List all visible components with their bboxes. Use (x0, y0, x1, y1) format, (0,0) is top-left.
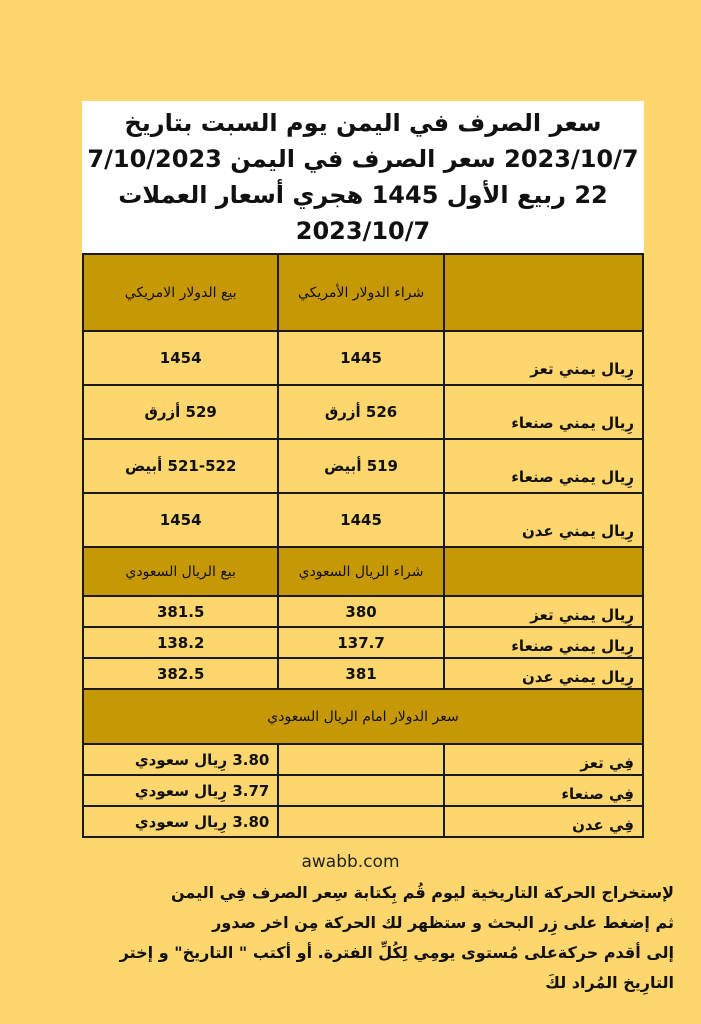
title-line-4: 2023/10/7 (295, 217, 431, 245)
title-line-1: سعر الصرف في اليمن يوم السبت بتاريخ (124, 109, 602, 137)
usd-sell-value: 521-522 أبيض (83, 439, 278, 493)
exchange-rate-table (82, 253, 644, 838)
row-label: رِيال يمني صنعاء (444, 439, 643, 493)
usd-buy-header: شراء الدولار الأمريكي (278, 254, 443, 331)
sar-buy-header: شراء الريال السعودي (278, 547, 443, 596)
table-row (83, 439, 643, 493)
empty-cell (278, 806, 443, 837)
usd-sell-value: 1454 (83, 493, 278, 547)
table-row (83, 775, 643, 806)
site-url[interactable]: awabb.com (301, 852, 400, 872)
sar-sell-value: 138.2 (83, 627, 278, 658)
instructions-text (34, 878, 674, 998)
row-label: فِي عدن (444, 806, 643, 837)
usd-header-row (83, 254, 643, 331)
usd-sar-value: 3.77 رِيال سعودي (83, 775, 278, 806)
row-label: رِيال يمني صنعاء (444, 385, 643, 439)
row-label: رِيال يمني صنعاء (444, 627, 643, 658)
sar-sell-value: 382.5 (83, 658, 278, 689)
title-line-3: 22 ربيع الأول 1445 هجري أسعار العملات (118, 181, 608, 209)
table-row (83, 806, 643, 837)
sar-header-row (83, 547, 643, 596)
table-row (83, 331, 643, 385)
table-row (83, 744, 643, 775)
sar-buy-value: 137.7 (278, 627, 443, 658)
usd-buy-value: 1445 (278, 493, 443, 547)
usd-sar-value: 3.80 رِيال سعودي (83, 806, 278, 837)
usd-sar-value: 3.80 رِيال سعودي (83, 744, 278, 775)
empty-cell (278, 775, 443, 806)
row-label: رِيال يمني تعز (444, 331, 643, 385)
row-label: فِي تعز (444, 744, 643, 775)
usd-sar-header: سعر الدولار امام الريال السعودي (83, 689, 643, 744)
sar-sell-value: 381.5 (83, 596, 278, 627)
usd-header-empty (444, 254, 643, 331)
page-title (82, 101, 644, 253)
sar-buy-value: 380 (278, 596, 443, 627)
sar-sell-header: بيع الريال السعودي (83, 547, 278, 596)
table-row (83, 658, 643, 689)
title-line-2: 2023/10/7 سعر الصرف في اليمن 7/10/2023 (87, 145, 639, 173)
usd-buy-value: 526 أزرق (278, 385, 443, 439)
row-label: رِيال يمني تعز (444, 596, 643, 627)
usd-sell-value: 1454 (83, 331, 278, 385)
table-row (83, 385, 643, 439)
row-label: رِيال يمني عدن (444, 658, 643, 689)
usd-sell-header: بيع الدولار الامريكي (83, 254, 278, 331)
usd-buy-value: 519 أبيض (278, 439, 443, 493)
row-label: رِيال يمني عدن (444, 493, 643, 547)
table-row (83, 596, 643, 627)
note-line-2: ثم إضغط على زِر البحث و ستظهر لك الحركة مِن اخر صدور (212, 913, 674, 932)
note-line-4: التارِيخ المُراد لكَ (545, 973, 674, 992)
row-label: فِي صنعاء (444, 775, 643, 806)
table-row (83, 493, 643, 547)
usd-sar-header-row (83, 689, 643, 744)
sar-buy-value: 381 (278, 658, 443, 689)
usd-sell-value: 529 أزرق (83, 385, 278, 439)
empty-cell (278, 744, 443, 775)
table-row (83, 627, 643, 658)
usd-buy-value: 1445 (278, 331, 443, 385)
sar-header-empty (444, 547, 643, 596)
note-line-1: لإستخراج الحركة التاريخية ليوم قُم بِكتابة سِعر الصرف فِي اليمن (170, 883, 674, 902)
note-line-3: إلى أقدم حركةعلى مُستوى يومِي لِكُلِّ الفترة. أو أكتب " التاريخ" و إختر (119, 943, 674, 962)
